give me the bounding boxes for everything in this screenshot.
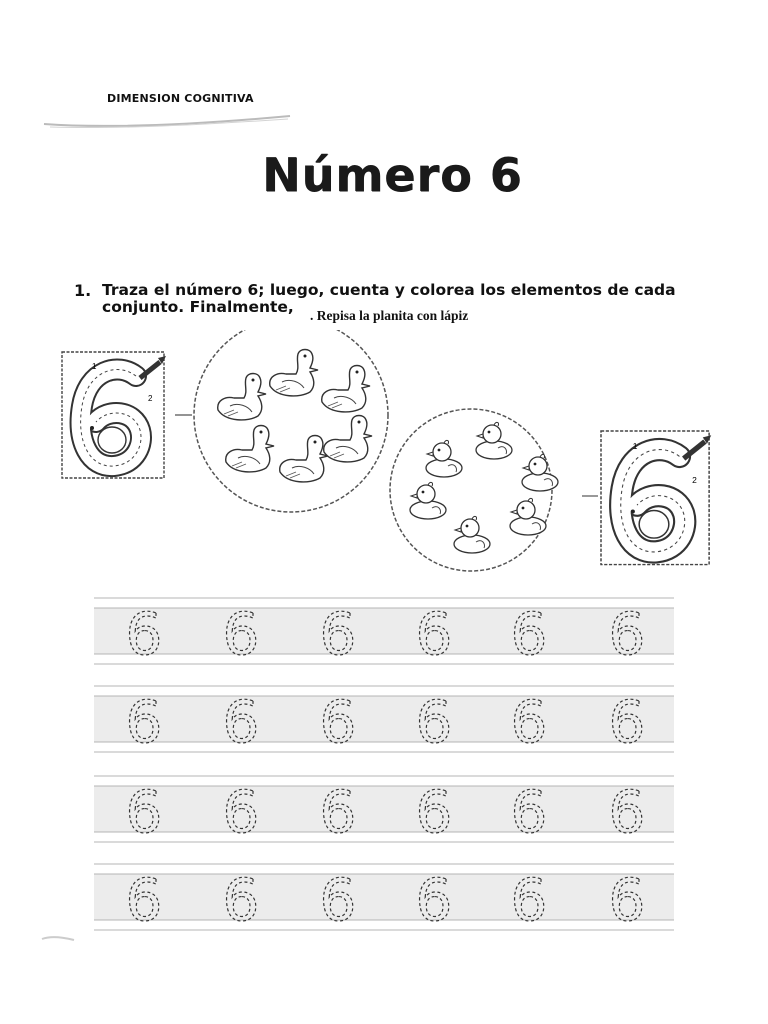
instruction-line-1: Traza el número 6; luego, cuenta y colorea los elementos de cada (102, 281, 676, 299)
dotted-six-glyph: 6 (319, 778, 357, 846)
trace-six-box-left (62, 352, 166, 478)
dotted-six-glyph: 6 (125, 866, 163, 934)
dotted-six-glyph: 6 (608, 688, 646, 756)
exercise-illustration (0, 330, 768, 575)
dotted-six-glyph: 6 (608, 866, 646, 934)
dotted-six-glyph: 6 (510, 866, 548, 934)
practice-band (94, 696, 674, 742)
trace-six-box-right (601, 431, 711, 565)
dotted-six-glyph: 6 (125, 778, 163, 846)
pencil-scribble (40, 108, 300, 132)
tracing-practice-sheet (0, 580, 768, 940)
dotted-six-glyph: 6 (222, 778, 260, 846)
dotted-six-glyph: 6 (222, 688, 260, 756)
instruction-addendum: . Repisa la planita con lápiz (310, 308, 469, 323)
dotted-six-glyph: 6 (415, 600, 453, 668)
page-title: Número 6 (262, 148, 523, 202)
dotted-six-glyph: 6 (510, 688, 548, 756)
dotted-six-glyph: 6 (415, 866, 453, 934)
practice-row (94, 686, 674, 756)
dotted-six-glyph: 6 (222, 866, 260, 934)
practice-row (94, 776, 674, 846)
header-label: DIMENSION COGNITIVA (107, 92, 254, 105)
stroke-label-1: 1 (92, 362, 97, 371)
practice-row (94, 864, 674, 934)
practice-band (94, 608, 674, 654)
dotted-six-glyph: 6 (510, 778, 548, 846)
dotted-six-glyph: 6 (608, 778, 646, 846)
dotted-six-glyph: 6 (415, 778, 453, 846)
instruction-number: 1. (74, 281, 92, 300)
scan-smudge (40, 934, 80, 944)
dotted-six-glyph: 6 (510, 600, 548, 668)
dotted-six-glyph: 6 (125, 600, 163, 668)
dotted-six-glyph: 6 (319, 600, 357, 668)
practice-band (94, 786, 674, 832)
duck-set (194, 330, 388, 512)
stroke-label-2: 2 (148, 394, 153, 403)
duckling-set (390, 409, 558, 571)
practice-band (94, 874, 674, 920)
practice-row (94, 598, 674, 668)
dotted-six-glyph: 6 (319, 688, 357, 756)
dotted-six-glyph: 6 (319, 866, 357, 934)
dotted-six-glyph: 6 (222, 600, 260, 668)
dotted-six-glyph: 6 (608, 600, 646, 668)
dotted-six-glyph: 6 (125, 688, 163, 756)
stroke-label-1: 1 (632, 441, 638, 452)
stroke-label-2: 2 (692, 474, 697, 485)
dotted-six-glyph: 6 (415, 688, 453, 756)
instruction-line-2: conjunto. Finalmente, (102, 298, 294, 316)
